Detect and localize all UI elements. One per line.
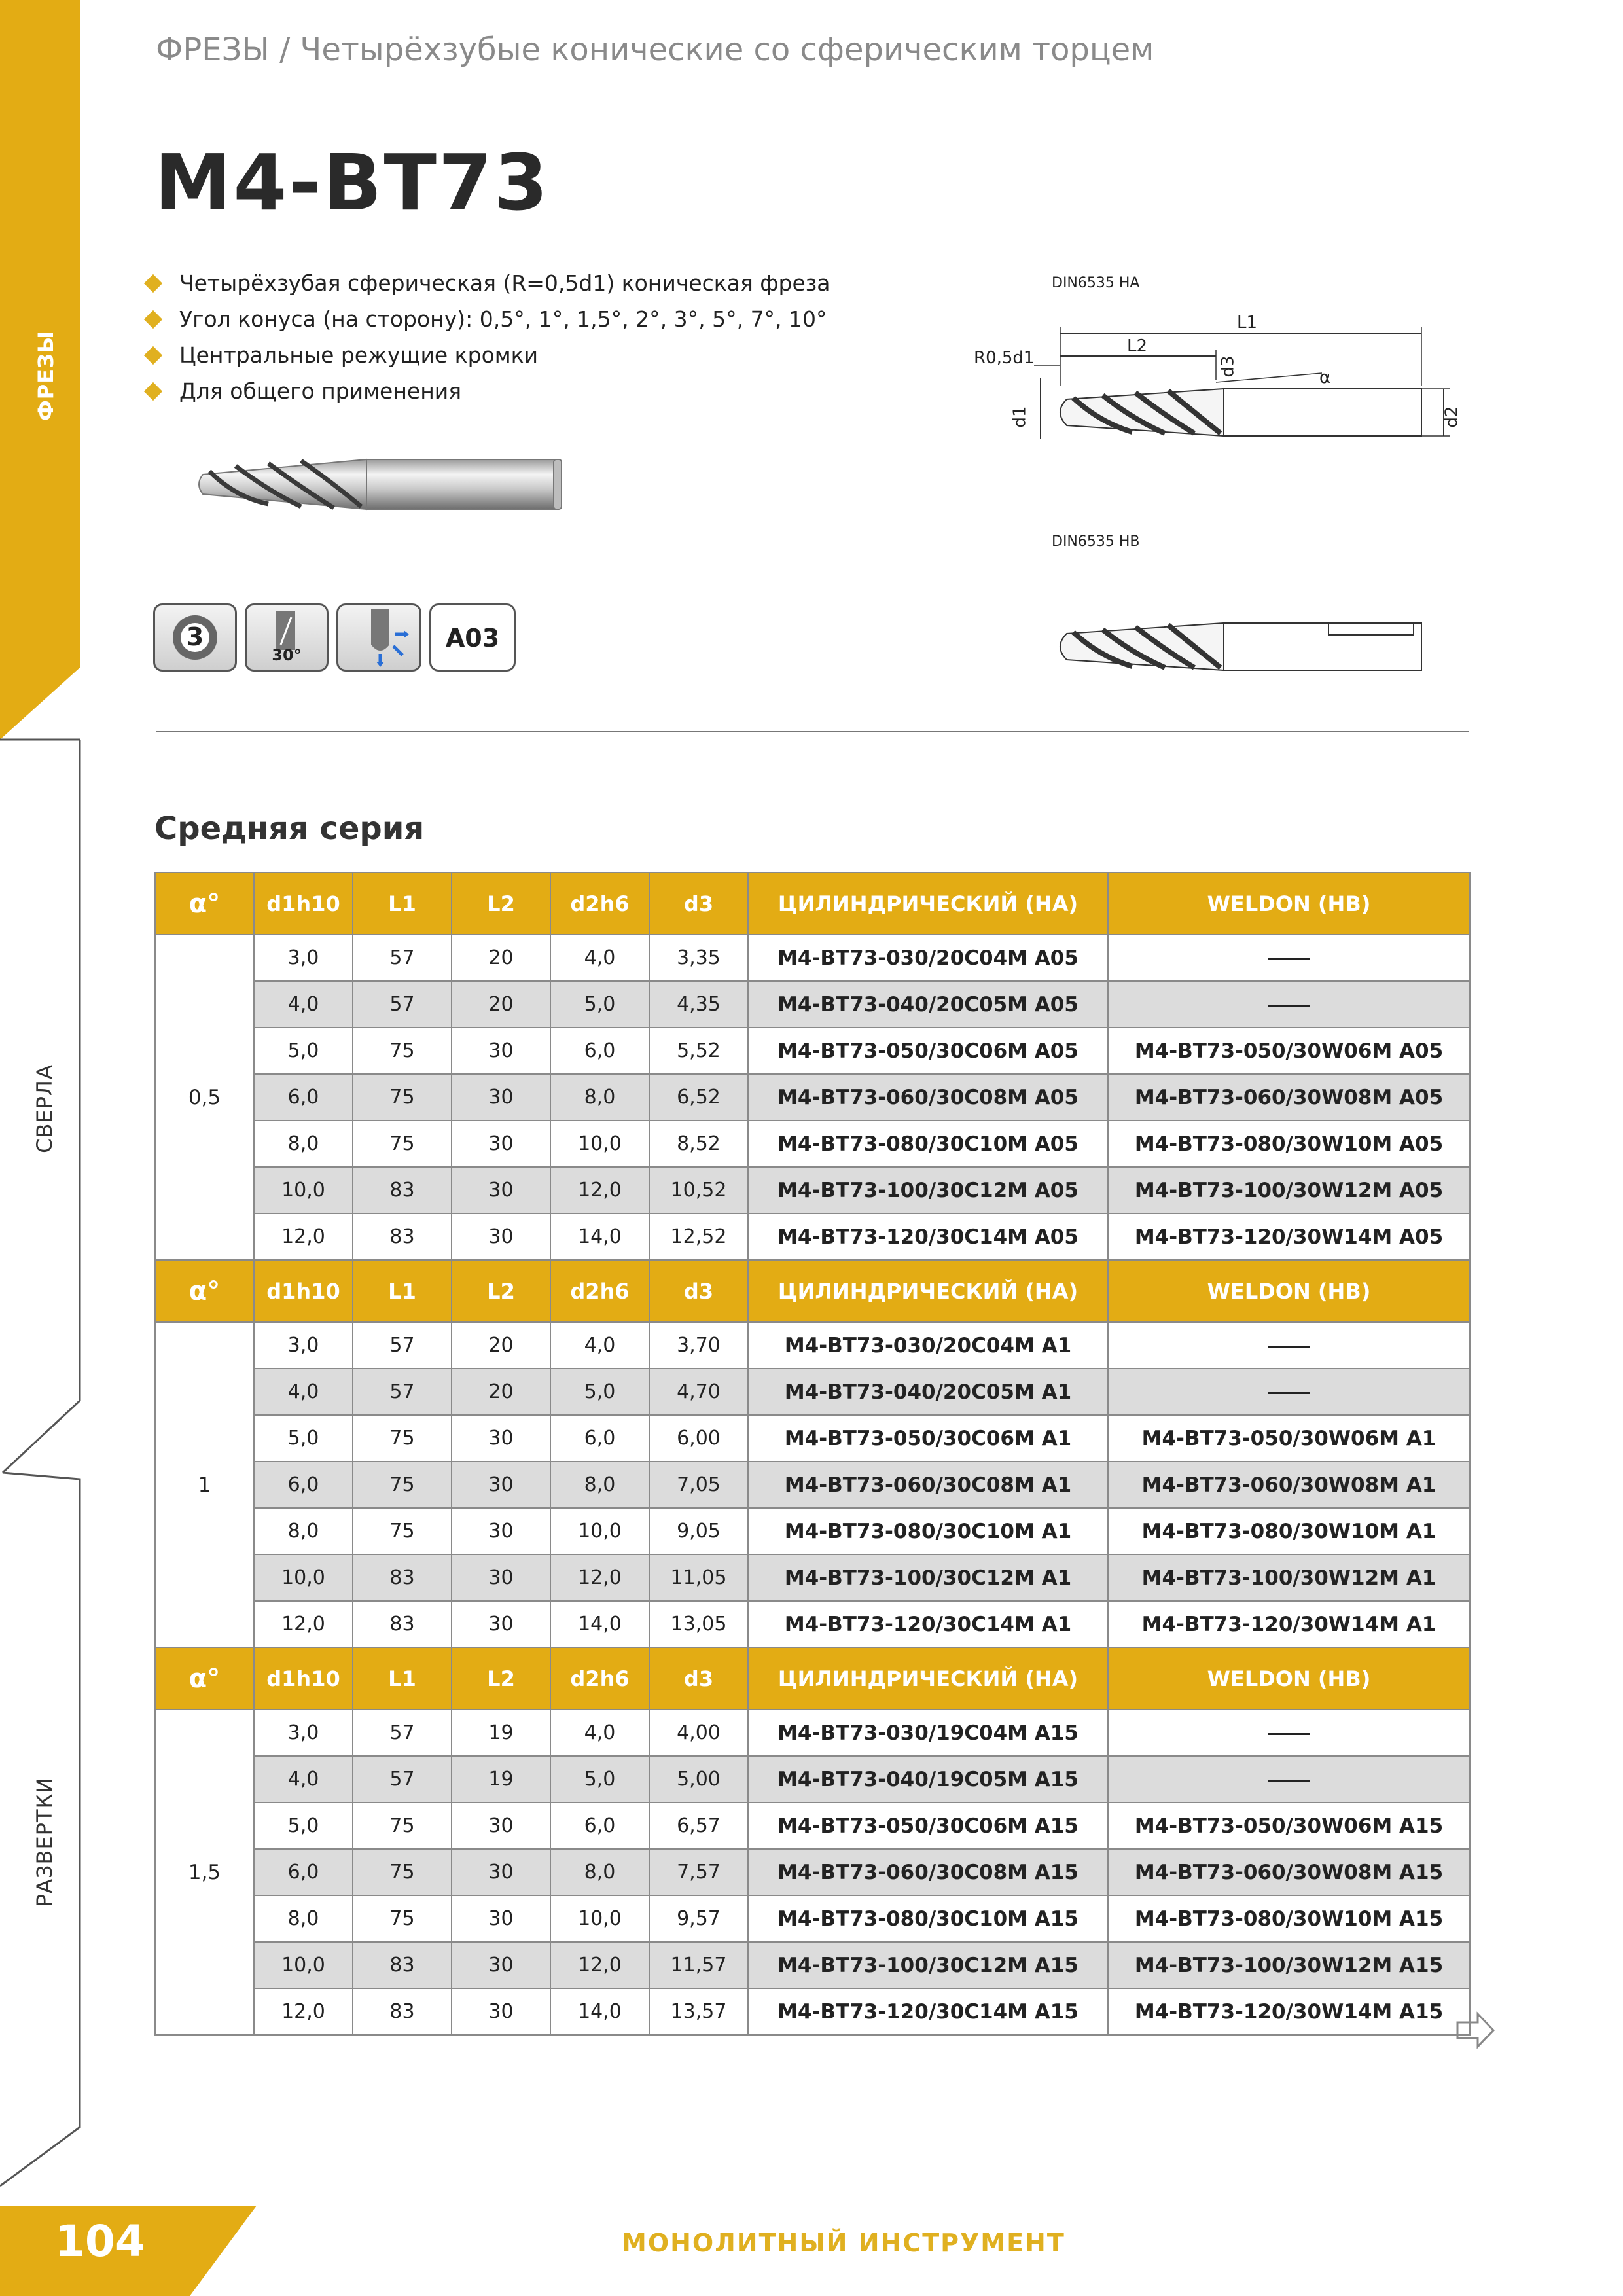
table-row <box>155 1213 1470 1260</box>
table-cell: 4,0 <box>254 1369 353 1415</box>
table-cell: 3,0 <box>254 935 353 981</box>
table-cell: 57 <box>353 1322 452 1369</box>
article-code: M4-BT73-050/30W06M A05 <box>1108 1028 1470 1074</box>
article-code: M4-BT73-080/30W10M A15 <box>1108 1895 1470 1942</box>
table-cell: 20 <box>452 935 550 981</box>
table-cell: 5,0 <box>254 1028 353 1074</box>
table-cell: 19 <box>452 1710 550 1756</box>
table-cell: 5,0 <box>550 1756 649 1803</box>
article-code: M4-BT73-050/30C06M A15 <box>748 1803 1108 1849</box>
table-cell: 30 <box>452 1462 550 1508</box>
table-cell: 57 <box>353 981 452 1028</box>
table-cell: 14,0 <box>550 1601 649 1647</box>
feature-item: Для общего применения <box>139 373 830 409</box>
table-row <box>155 1028 1470 1074</box>
table-cell: 4,70 <box>649 1369 748 1415</box>
table-cell: 83 <box>353 1167 452 1213</box>
table-cell: 57 <box>353 935 452 981</box>
bullet-icon <box>144 274 162 292</box>
table-row <box>155 1803 1470 1849</box>
table-cell: 3,70 <box>649 1322 748 1369</box>
article-code: M4-BT73-120/30C14M A1 <box>748 1601 1108 1647</box>
table-cell: 83 <box>353 1554 452 1601</box>
series-title: Средняя серия <box>154 810 425 847</box>
table-cell: 4,00 <box>649 1710 748 1756</box>
alpha-cell: 0,5 <box>155 935 254 1260</box>
table-cell: 12,0 <box>254 1213 353 1260</box>
table-cell: 30 <box>452 1028 550 1074</box>
article-code: M4-BT73-050/30C06M A05 <box>748 1028 1108 1074</box>
article-code: M4-BT73-040/19C05M A15 <box>748 1756 1108 1803</box>
table-cell: 8,0 <box>254 1121 353 1167</box>
table-cell: 75 <box>353 1028 452 1074</box>
table-cell: 75 <box>353 1849 452 1895</box>
table-cell: 14,0 <box>550 1988 649 2035</box>
table-cell: 75 <box>353 1508 452 1554</box>
table-cell: 10,0 <box>550 1508 649 1554</box>
table-cell: 8,0 <box>550 1849 649 1895</box>
table-cell: 4,0 <box>254 981 353 1028</box>
column-header: L1 <box>353 1260 452 1322</box>
grade-badge: A03 <box>429 603 516 672</box>
feature-item: Четырёхзубая сферическая (R=0,5d1) коническая фреза <box>139 265 830 301</box>
column-header: ЦИЛИНДРИЧЕСКИЙ (HA) <box>748 872 1108 935</box>
column-header: L2 <box>452 872 550 935</box>
table-cell: 30 <box>452 1803 550 1849</box>
article-code: M4-BT73-120/30W14M A15 <box>1108 1988 1470 2035</box>
article-code: M4-BT73-040/20C05M A05 <box>748 981 1108 1028</box>
article-code: M4-BT73-120/30W14M A05 <box>1108 1213 1470 1260</box>
table-cell: 11,57 <box>649 1942 748 1988</box>
table-cell: 12,0 <box>254 1601 353 1647</box>
column-header: d1h10 <box>254 1647 353 1710</box>
sidebar-tab-active[interactable]: ФРЕЗЫ <box>33 331 58 421</box>
article-code: M4-BT73-060/30C08M A05 <box>748 1074 1108 1121</box>
footer-title: МОНОЛИТНЫЙ ИНСТРУМЕНТ <box>622 2229 1065 2257</box>
table-row <box>155 1710 1470 1756</box>
table-cell: 6,52 <box>649 1074 748 1121</box>
empty-dash <box>1108 935 1470 981</box>
dash-icon <box>1268 1005 1310 1007</box>
ball-nose-icon <box>336 603 421 672</box>
table-cell: 12,52 <box>649 1213 748 1260</box>
article-code: M4-BT73-080/30W10M A1 <box>1108 1508 1470 1554</box>
table-cell: 3,35 <box>649 935 748 981</box>
table-cell: 6,0 <box>254 1462 353 1508</box>
bullet-icon <box>144 382 162 400</box>
table-cell: 75 <box>353 1121 452 1167</box>
table-row <box>155 935 1470 981</box>
table-row <box>155 1415 1470 1462</box>
dim-d2: d2 <box>1442 406 1462 428</box>
table-row <box>155 1942 1470 1988</box>
table-cell: 30 <box>452 1121 550 1167</box>
table-row <box>155 1601 1470 1647</box>
table-cell: 5,0 <box>550 981 649 1028</box>
table-cell: 75 <box>353 1895 452 1942</box>
table-cell: 4,0 <box>550 935 649 981</box>
feature-list <box>139 265 830 409</box>
table-cell: 5,0 <box>254 1803 353 1849</box>
article-code: M4-BT73-040/20C05M A1 <box>748 1369 1108 1415</box>
article-code: M4-BT73-080/30W10M A05 <box>1108 1121 1470 1167</box>
table-cell: 14,0 <box>550 1213 649 1260</box>
table-cell: 30 <box>452 1213 550 1260</box>
table-cell: 12,0 <box>550 1942 649 1988</box>
table-cell: 6,0 <box>550 1028 649 1074</box>
table-cell: 30 <box>452 1167 550 1213</box>
article-code: M4-BT73-060/30W08M A1 <box>1108 1462 1470 1508</box>
table-cell: 4,0 <box>550 1322 649 1369</box>
table-cell: 75 <box>353 1415 452 1462</box>
article-code: M4-BT73-120/30C14M A15 <box>748 1988 1108 2035</box>
dim-alpha: α <box>1319 368 1331 387</box>
alpha-cell: 1 <box>155 1322 254 1647</box>
table-cell: 20 <box>452 981 550 1028</box>
table-cell: 3,0 <box>254 1322 353 1369</box>
dash-icon <box>1268 1392 1310 1394</box>
column-header: α° <box>155 1260 254 1322</box>
table-row <box>155 1074 1470 1121</box>
feature-item: Центральные режущие кромки <box>139 337 830 373</box>
article-code: M4-BT73-100/30C12M A15 <box>748 1942 1108 1988</box>
table-cell: 30 <box>452 1074 550 1121</box>
drawing-hb <box>1047 615 1440 681</box>
table-header-row <box>155 872 1470 935</box>
table-cell: 20 <box>452 1322 550 1369</box>
bullet-icon <box>144 346 162 364</box>
article-code: M4-BT73-080/30C10M A1 <box>748 1508 1108 1554</box>
table-header-row <box>155 1647 1470 1710</box>
table-cell: 6,0 <box>550 1415 649 1462</box>
article-code: M4-BT73-050/30C06M A1 <box>748 1415 1108 1462</box>
column-header: α° <box>155 1647 254 1710</box>
dash-icon <box>1268 958 1310 960</box>
table-cell: 12,0 <box>550 1167 649 1213</box>
table-row <box>155 981 1470 1028</box>
table-cell: 75 <box>353 1462 452 1508</box>
table-row <box>155 1849 1470 1895</box>
table-cell: 30 <box>452 1601 550 1647</box>
article-code: M4-BT73-050/30W06M A1 <box>1108 1415 1470 1462</box>
column-header: L1 <box>353 1647 452 1710</box>
column-header: WELDON (HB) <box>1108 1260 1470 1322</box>
table-cell: 4,35 <box>649 981 748 1028</box>
column-header: α° <box>155 872 254 935</box>
article-code: M4-BT73-100/30W12M A05 <box>1108 1167 1470 1213</box>
table-cell: 10,0 <box>254 1942 353 1988</box>
article-code: M4-BT73-030/19C04M A15 <box>748 1710 1108 1756</box>
table-row <box>155 1462 1470 1508</box>
table-cell: 13,05 <box>649 1601 748 1647</box>
column-header: d3 <box>649 1647 748 1710</box>
dim-d1: d1 <box>1010 406 1030 428</box>
column-header: d2h6 <box>550 1260 649 1322</box>
sidebar-tab-drills[interactable]: СВЕРЛА <box>32 1064 57 1153</box>
article-code: M4-BT73-120/30W14M A1 <box>1108 1601 1470 1647</box>
table-cell: 10,0 <box>550 1121 649 1167</box>
table-cell: 4,0 <box>254 1756 353 1803</box>
article-code: M4-BT73-100/30C12M A05 <box>748 1167 1108 1213</box>
column-header: d1h10 <box>254 1260 353 1322</box>
table-cell: 4,0 <box>550 1710 649 1756</box>
table-cell: 30 <box>452 1554 550 1601</box>
empty-dash <box>1108 981 1470 1028</box>
page-title: M4-BT73 <box>154 137 550 228</box>
table-cell: 75 <box>353 1803 452 1849</box>
table-cell: 9,05 <box>649 1508 748 1554</box>
sidebar-tab-reamers[interactable]: РАЗВЕРТКИ <box>32 1776 57 1907</box>
flutes-icon: 3 <box>153 603 237 672</box>
column-header: L2 <box>452 1260 550 1322</box>
section-divider <box>156 731 1469 732</box>
page-number: 104 <box>55 2216 145 2267</box>
din-ha-label: DIN6535 HA <box>1052 275 1140 291</box>
table-cell: 57 <box>353 1369 452 1415</box>
table-cell: 8,0 <box>254 1508 353 1554</box>
column-header: d1h10 <box>254 872 353 935</box>
dim-r: R0,5d1 <box>974 348 1035 368</box>
table-cell: 83 <box>353 1601 452 1647</box>
table-cell: 12,0 <box>254 1988 353 2035</box>
table-cell: 75 <box>353 1074 452 1121</box>
table-row <box>155 1369 1470 1415</box>
table-cell: 57 <box>353 1756 452 1803</box>
column-header: L2 <box>452 1647 550 1710</box>
table-cell: 5,00 <box>649 1756 748 1803</box>
table-cell: 83 <box>353 1942 452 1988</box>
column-header: L1 <box>353 872 452 935</box>
column-header: d3 <box>649 872 748 935</box>
table-cell: 10,52 <box>649 1167 748 1213</box>
table-cell: 12,0 <box>550 1554 649 1601</box>
table-cell: 30 <box>452 1508 550 1554</box>
article-code: M4-BT73-060/30C08M A15 <box>748 1849 1108 1895</box>
table-header-row <box>155 1260 1470 1322</box>
column-header: d3 <box>649 1260 748 1322</box>
column-header: WELDON (HB) <box>1108 1647 1470 1710</box>
article-code: M4-BT73-100/30C12M A1 <box>748 1554 1108 1601</box>
table-cell: 30 <box>452 1895 550 1942</box>
table-cell: 10,0 <box>254 1554 353 1601</box>
table-cell: 30 <box>452 1849 550 1895</box>
table-cell: 6,0 <box>550 1803 649 1849</box>
table-cell: 6,0 <box>254 1074 353 1121</box>
table-cell: 6,00 <box>649 1415 748 1462</box>
article-code: M4-BT73-030/20C04M A1 <box>748 1322 1108 1369</box>
table-cell: 10,0 <box>550 1895 649 1942</box>
empty-dash <box>1108 1369 1470 1415</box>
table-cell: 7,05 <box>649 1462 748 1508</box>
table-cell: 8,52 <box>649 1121 748 1167</box>
helix-angle-icon: 30° <box>245 603 329 672</box>
empty-dash <box>1108 1322 1470 1369</box>
article-code: M4-BT73-100/30W12M A15 <box>1108 1942 1470 1988</box>
table-cell: 57 <box>353 1710 452 1756</box>
table-cell: 5,0 <box>550 1369 649 1415</box>
column-header: WELDON (HB) <box>1108 872 1470 935</box>
article-code: M4-BT73-060/30C08M A1 <box>748 1462 1108 1508</box>
table-cell: 5,0 <box>254 1415 353 1462</box>
article-code: M4-BT73-080/30C10M A15 <box>748 1895 1108 1942</box>
breadcrumb: ФРЕЗЫ / Четырёхзубые конические со сферическим торцем <box>156 31 1154 68</box>
table-row <box>155 1167 1470 1213</box>
feature-item: Угол конуса (на сторону): 0,5°, 1°, 1,5°, 2°, 3°, 5°, 7°, 10° <box>139 301 830 337</box>
table-row <box>155 1895 1470 1942</box>
table-cell: 7,57 <box>649 1849 748 1895</box>
table-cell: 3,0 <box>254 1710 353 1756</box>
article-code: M4-BT73-060/30W08M A05 <box>1108 1074 1470 1121</box>
table-row <box>155 1554 1470 1601</box>
table-cell: 83 <box>353 1213 452 1260</box>
dash-icon <box>1268 1346 1310 1348</box>
article-code: M4-BT73-120/30C14M A05 <box>748 1213 1108 1260</box>
table-cell: 9,57 <box>649 1895 748 1942</box>
table-cell: 20 <box>452 1369 550 1415</box>
table-cell: 30 <box>452 1942 550 1988</box>
dash-icon <box>1268 1780 1310 1782</box>
table-cell: 8,0 <box>254 1895 353 1942</box>
product-table <box>154 872 1471 2036</box>
column-header: d2h6 <box>550 1647 649 1710</box>
dim-l1: L1 <box>1237 313 1258 332</box>
table-row <box>155 1508 1470 1554</box>
table-cell: 8,0 <box>550 1462 649 1508</box>
table-cell: 30 <box>452 1988 550 2035</box>
table-cell: 83 <box>353 1988 452 2035</box>
table-cell: 13,57 <box>649 1988 748 2035</box>
table-cell: 10,0 <box>254 1167 353 1213</box>
column-header: ЦИЛИНДРИЧЕСКИЙ (HA) <box>748 1647 1108 1710</box>
article-code: M4-BT73-030/20C04M A05 <box>748 935 1108 981</box>
table-cell: 6,57 <box>649 1803 748 1849</box>
end-mill-photo <box>190 452 569 517</box>
empty-dash <box>1108 1710 1470 1756</box>
table-cell: 11,05 <box>649 1554 748 1601</box>
din-hb-label: DIN6535 HB <box>1052 533 1140 550</box>
dim-d3: d3 <box>1218 355 1238 378</box>
table-row <box>155 1121 1470 1167</box>
article-code: M4-BT73-080/30C10M A05 <box>748 1121 1108 1167</box>
alpha-cell: 1,5 <box>155 1710 254 2035</box>
table-row <box>155 1988 1470 2035</box>
empty-dash <box>1108 1756 1470 1803</box>
article-code: M4-BT73-060/30W08M A15 <box>1108 1849 1470 1895</box>
table-cell: 8,0 <box>550 1074 649 1121</box>
table-cell: 5,52 <box>649 1028 748 1074</box>
table-cell: 30 <box>452 1415 550 1462</box>
bullet-icon <box>144 310 162 328</box>
table-cell: 6,0 <box>254 1849 353 1895</box>
column-header: d2h6 <box>550 872 649 935</box>
dim-l2: L2 <box>1127 336 1148 356</box>
article-code: M4-BT73-100/30W12M A1 <box>1108 1554 1470 1601</box>
table-row <box>155 1756 1470 1803</box>
article-code: M4-BT73-050/30W06M A15 <box>1108 1803 1470 1849</box>
table-cell: 19 <box>452 1756 550 1803</box>
column-header: ЦИЛИНДРИЧЕСКИЙ (HA) <box>748 1260 1108 1322</box>
dash-icon <box>1268 1733 1310 1735</box>
table-row <box>155 1322 1470 1369</box>
